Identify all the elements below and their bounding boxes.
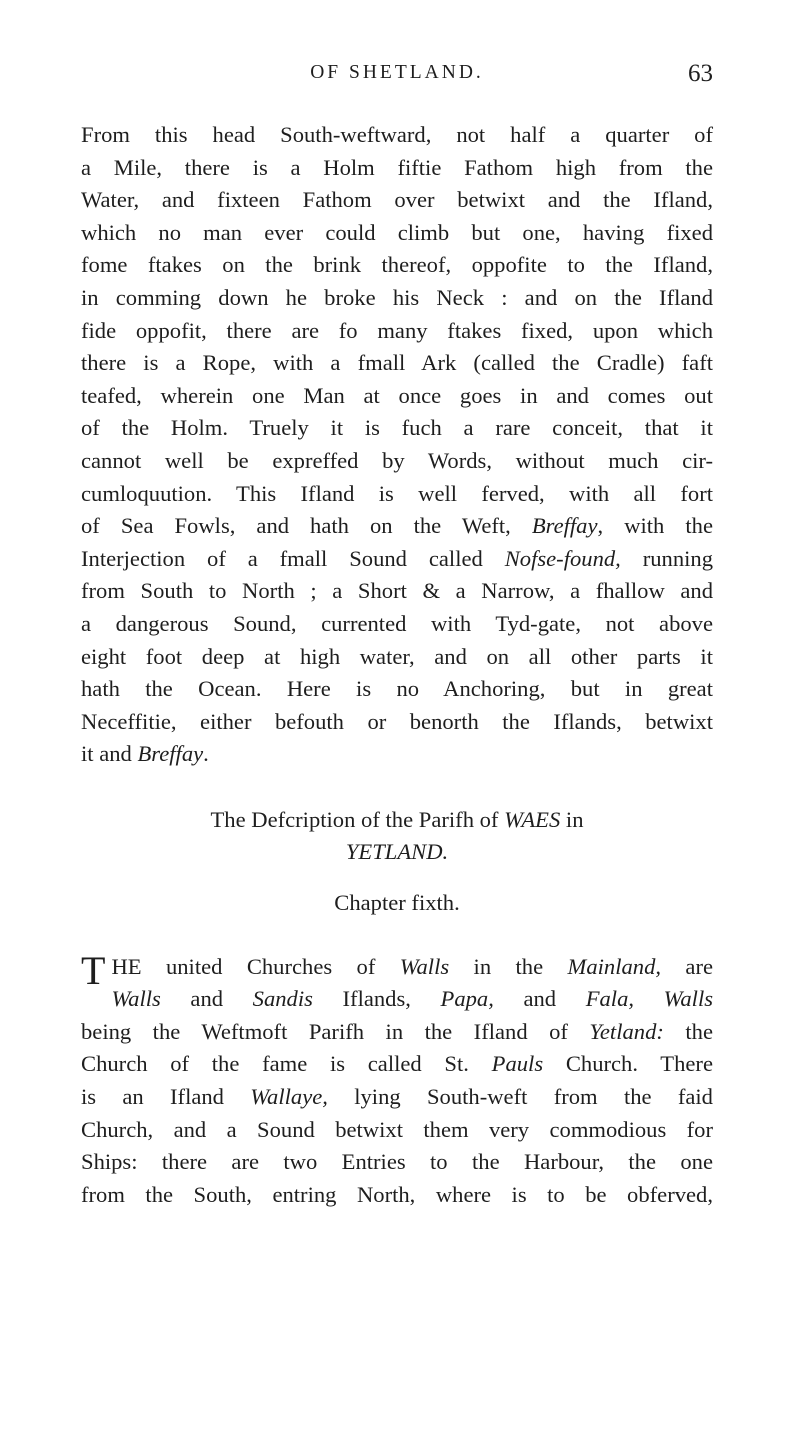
text-line: teafed, wherein one Man at once goes in and comes out [81,382,713,408]
chapter-heading: Chapter fixth. [334,890,460,916]
text-line: of Sea Fowls, and hath on the Weft, Breffay, with the [81,513,713,539]
text-line: fide oppofit, there are fo many ftakes fixed, upon which [81,317,713,343]
text-line: Water, and fixteen Fathom over betwixt and the Ifland, [81,187,713,213]
text-line: cumloquution. This Ifland is well ferved, with all fort [81,480,713,506]
text-line: there is a Rope, with a fmall Ark (called the Cradle) faft [81,350,713,376]
text-line: fome ftakes on the brink thereof, oppofite to the Ifland, [81,252,713,278]
text-line: From this head South-weftward, not half a quarter of [81,122,713,147]
text-line: being the Weftmoft Parifh in the Ifland of Yetland: the [81,1018,713,1044]
text-line: of the Holm. Truely it is fuch a rare conceit, that it [81,415,713,441]
section-heading-line2: YETLAND. [345,839,449,865]
text-line: hath the Ocean. Here is no Anchoring, but in great [81,676,713,702]
text-line: is an Ifland Wallaye, lying South-weft from the faid [81,1083,713,1109]
running-title: OF SHETLAND. [310,62,484,83]
text-line: eight foot deep at high water, and on all other parts it [81,643,713,669]
text-line: Neceffitie, either befouth or benorth the Iflands, betwixt [81,708,713,734]
text-line: a Mile, there is a Holm fiftie Fathom high from the [81,154,713,180]
text-line: it and Breffay. [81,741,209,767]
text-line: Interjection of a fmall Sound called Nofse-found, running [81,545,713,571]
drop-cap: T [81,947,106,993]
text-line: a dangerous Sound, currented with Tyd-gate, not above [81,610,713,636]
paragraph-holm [81,119,713,771]
running-head [81,60,713,94]
section-heading-line1: The Defcription of the Parifh of WAES in [210,806,584,832]
text-line: Church of the fame is called St. Pauls Church. There [81,1051,713,1077]
text-line: in comming down he broke his Neck : and on the Ifland [81,284,713,310]
text-line: from the South, entring North, where is to be obferved, [81,1181,713,1207]
text-line: Walls and Sandis Iflands, Papa, and Fala, Walls [111,986,714,1012]
text-line: which no man ever could climb but one, having fixed [81,219,713,245]
text-line: Ships: there are two Entries to the Harbour, the one [81,1149,713,1175]
text-line: from South to North ; a Short & a Narrow, a fhallow and [81,578,713,604]
text-line: Church, and a Sound betwixt them very commodious for [81,1116,713,1142]
text-line: HE united Churches of Walls in the Mainland, are [111,953,714,979]
text-line: cannot well be expreffed by Words, without much cir- [81,447,713,473]
paragraph-walls [81,947,714,1212]
page-number: 63 [688,60,713,87]
